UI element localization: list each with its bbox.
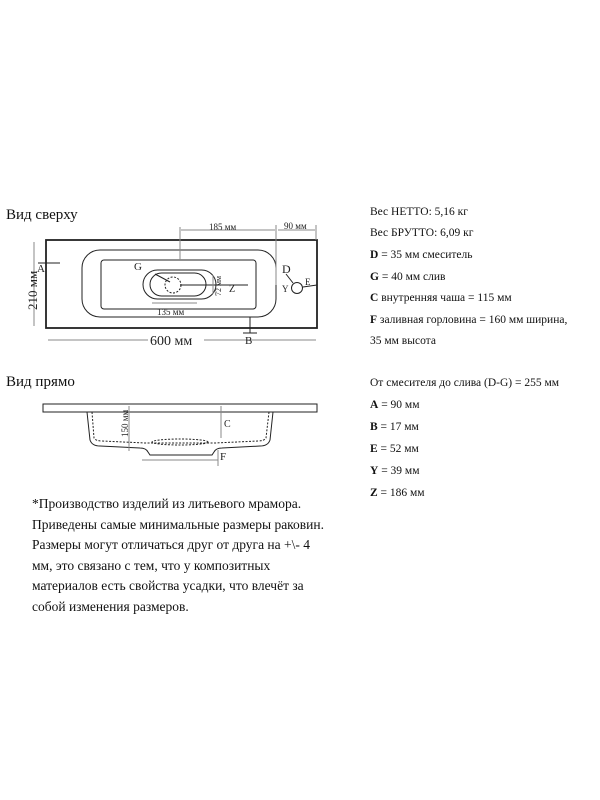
spec-line: От смесителя до слива (D-G) = 255 мм — [370, 377, 560, 389]
spec-line: C внутренняя чаша = 115 мм — [370, 292, 512, 304]
spec-line: Вес НЕТТО: 5,16 кг — [370, 206, 468, 218]
dim-185: 185 мм — [209, 222, 237, 232]
production-note — [32, 494, 362, 617]
top-view-title: Вид сверху — [6, 207, 78, 223]
front-view-title: Вид прямо — [6, 374, 75, 390]
dim-90: 90 мм — [284, 221, 307, 231]
spec-line: G = 40 мм слив — [370, 271, 446, 283]
front-view — [43, 404, 317, 466]
spec-line: 35 мм высота — [370, 335, 436, 347]
note-line: Приведены самые минимальные размеры раковин. — [32, 516, 325, 532]
spec-line: E = 52 мм — [370, 443, 419, 455]
label-c: C — [224, 419, 231, 430]
note-line: Размеры могут отличаться друг от друга на +\- 4 — [32, 537, 311, 552]
label-z: Z — [229, 284, 236, 295]
spec-line: Y = 39 мм — [370, 465, 420, 477]
dim-150: 150 мм — [120, 409, 130, 437]
label-b: B — [245, 335, 253, 347]
dim-135: 135 мм — [157, 307, 185, 317]
dim-72: 72 мм — [214, 275, 223, 296]
label-y: Y — [282, 284, 289, 294]
label-g: G — [134, 261, 142, 273]
spec-line: F заливная горловина = 160 мм ширина, — [370, 314, 568, 326]
dim-600: 600 мм — [150, 334, 193, 349]
note-line: собой изменения размеров. — [32, 598, 189, 614]
note-line: материалов есть свойства усадки, что влечёт за — [32, 578, 304, 593]
spec-line: Z = 186 мм — [370, 487, 425, 499]
spec-line: Вес БРУТТО: 6,09 кг — [370, 227, 474, 239]
spec-line: B = 17 мм — [370, 421, 419, 433]
note-line: *Производство изделий из литьевого мрамора. — [32, 496, 302, 511]
spec-line: A = 90 мм — [370, 399, 420, 411]
label-a: A — [37, 263, 45, 275]
label-f: F — [220, 451, 227, 463]
spec-line: D = 35 мм смеситель — [370, 249, 473, 261]
dim-210: 210 мм — [25, 270, 40, 310]
label-e: E — [305, 277, 311, 287]
note-line: мм, это связано с тем, что у композитных — [32, 557, 271, 573]
label-d: D — [282, 262, 291, 276]
top-view — [34, 225, 317, 340]
